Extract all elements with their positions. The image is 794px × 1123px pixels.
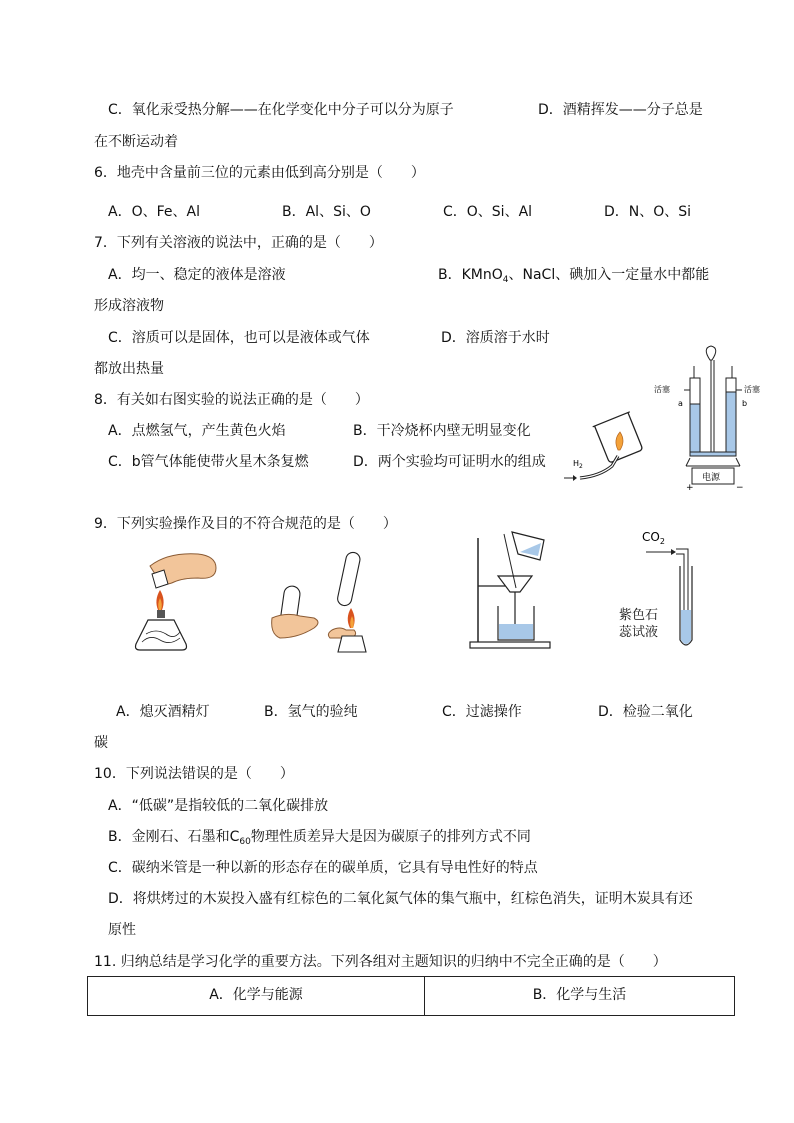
q8-option-d: D．两个实验均可证明水的组成 <box>353 454 546 470</box>
q9-option-d: D．检验二氧化 <box>598 704 693 720</box>
hand-icon <box>272 614 318 638</box>
figure-b-hydrogen-test <box>270 548 380 658</box>
litmus-label-2: 蕊试液 <box>619 625 659 640</box>
electrolysis-apparatus-figure <box>650 344 760 494</box>
q8-stem: 8．有关如右图实验的说法正确的是（ ） <box>94 392 369 408</box>
hydrogen-combustion-figure <box>560 410 640 490</box>
q6-option-b: B．Al、Si、O <box>282 204 371 220</box>
tube-b-label: b <box>742 399 748 408</box>
q6-option-a: A．O、Fe、Al <box>108 204 200 220</box>
q10-option-d: D．将烘烤过的木炭投入盛有红棕色的二氧化氮气体的集气瓶中，红棕色消失，证明木炭具有还 <box>108 891 693 907</box>
q7-option-c: C．溶质可以是固体，也可以是液体或气体 <box>108 330 370 346</box>
stopcock-left-label: 活塞 <box>654 385 670 394</box>
q6-option-d: D．N、O、Si <box>604 204 692 220</box>
q10-option-d-cont: 原性 <box>108 922 136 938</box>
q10-option-a: A．“低碳”是指较低的二氧化碳排放 <box>108 798 329 814</box>
reservoir-funnel <box>706 346 716 360</box>
q8-option-c: C．b管气体能使带火星木条复燃 <box>108 454 309 470</box>
co2-label: $CO_2$ <box>642 530 665 546</box>
q5-option-d: D．酒精挥发——分子总是 <box>538 102 703 118</box>
q7-option-a: A．均一、稳定的液体是溶液 <box>108 267 286 283</box>
q6-option-c: C．O、Si、Al <box>443 204 533 220</box>
tube-a-label: a <box>678 399 683 408</box>
q9-option-c: C．过滤操作 <box>442 704 522 720</box>
q11-table <box>87 976 735 1016</box>
q5-option-c: C．氧化汞受热分解——在化学变化中分子可以分为原子 <box>108 102 454 118</box>
q7-option-b: B．KMnO$_4$、NaCl、碘加入一定量水中都能 <box>438 267 710 285</box>
q7-stem: 7．下列有关溶液的说法中，正确的是（ ） <box>94 235 383 251</box>
litmus-label-1: 紫色石 <box>619 608 659 623</box>
flame-icon <box>616 432 623 450</box>
minus-label: − <box>736 483 744 493</box>
q5-option-d-cont: 在不断运动着 <box>94 134 178 150</box>
stopcock-right-label: 活塞 <box>744 385 760 394</box>
q11-col-a-header: A．化学与能源 <box>209 987 303 1003</box>
q8-option-b: B．干冷烧杯内壁无明显变化 <box>353 423 531 439</box>
q9-stem: 9．下列实验操作及目的不符合规范的是（ ） <box>94 516 397 532</box>
q9-option-a: A．熄灭酒精灯 <box>116 704 210 720</box>
alcohol-lamp-icon <box>338 636 366 652</box>
q7-option-b-cont: 形成溶液物 <box>94 298 164 314</box>
q6-stem: 6．地壳中含量前三位的元素由低到高分别是（ ） <box>94 165 425 181</box>
q7-option-d: D．溶质溶于水时 <box>441 330 550 346</box>
alcohol-lamp-icon <box>136 620 187 650</box>
gas-tube <box>580 456 618 478</box>
q11-stem: 11. 归纳总结是学习化学的重要方法。下列各组对主题知识的归纳中不完全正确的是（ ） <box>94 954 667 970</box>
q8-option-a: A．点燃氢气，产生黄色火焰 <box>108 423 286 439</box>
plus-label: + <box>686 483 694 493</box>
q10-stem: 10．下列说法错误的是（ ） <box>94 766 294 782</box>
q10-option-b: B．金刚石、石墨和$C_{60}$物理性质差异大是因为碳原子的排列方式不同 <box>108 829 531 847</box>
inverted-tube-icon <box>336 551 361 607</box>
q7-option-d-cont: 都放出热量 <box>94 361 164 377</box>
h2-label: $H_2$ <box>573 459 583 470</box>
figure-c-filtration <box>468 530 558 652</box>
q9-option-b: B．氢气的验纯 <box>264 704 358 720</box>
q9-option-d-cont: 碳 <box>94 735 108 751</box>
q10-option-c: C．碳纳米管是一种以新的形态存在的碳单质，它具有导电性好的特点 <box>108 860 538 876</box>
figure-a-extinguish-lamp <box>128 548 218 658</box>
q11-col-b-header: B．化学与生活 <box>532 987 627 1003</box>
power-label: 电源 <box>702 473 721 483</box>
